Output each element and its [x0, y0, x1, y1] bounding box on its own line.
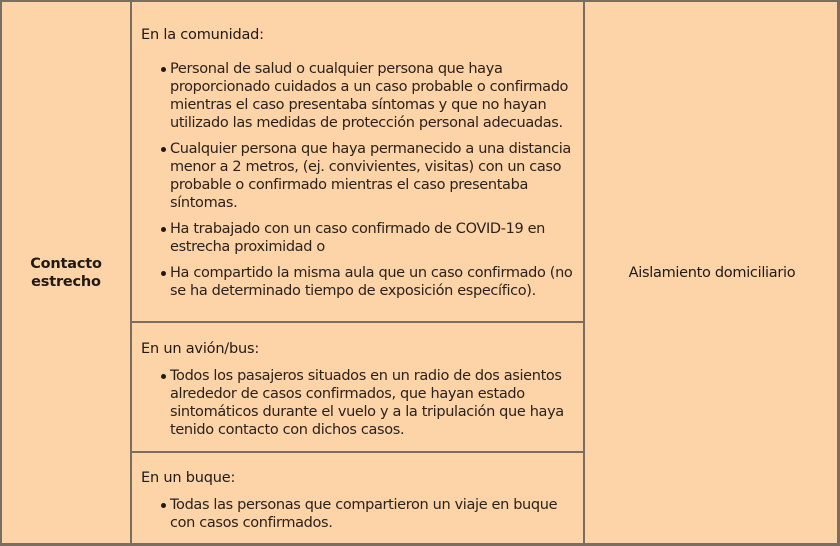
section-buque [132, 469, 583, 543]
row-label: Contacto estrecho [30, 256, 102, 290]
border-section-divider-1 [130, 321, 585, 323]
action-text: Aislamiento domiciliario [628, 265, 796, 281]
list-item: Todos los pasajeros situados en un radio de dos asientos alrededor de casos confirmados, que hayan estado sintomáticos durante el vuelo y a la tripulación que haya tenido contacto con dichos casos. [141, 367, 579, 439]
list-item: Todas las personas que compartieron un viaje en buque con casos confirmados. [141, 496, 579, 532]
section-title: En un buque: [141, 470, 236, 486]
section-items [141, 60, 579, 300]
action-cell [586, 2, 838, 544]
list-item: Cualquier persona que haya permanecido a una distancia menor a 2 metros, (ej. convivientes, visitas) con un caso probable o confirmado mientras el caso presentaba síntomas. [141, 140, 579, 212]
section-title: En la comunidad: [141, 27, 264, 43]
section-title: En un avión/bus: [141, 341, 260, 357]
list-item: Ha trabajado con un caso confirmado de COVID-19 en estrecha proximidad o [141, 220, 579, 256]
border-section-divider-2 [130, 451, 585, 453]
section-avion-bus [132, 340, 583, 451]
list-item: Personal de salud o cualquier persona que haya proporcionado cuidados a un caso probable o confirmado mientras el caso presentaba síntomas y que no hayan utilizado las medidas de protección personal adecuadas. [141, 60, 579, 132]
list-item: Ha compartido la misma aula que un caso confirmado (no se ha determinado tiempo de exposición específico). [141, 264, 579, 300]
section-items [141, 367, 579, 439]
border-action-divider [583, 0, 585, 546]
row-label-cell [2, 2, 130, 544]
section-items [141, 496, 579, 532]
section-comunidad [132, 26, 583, 321]
